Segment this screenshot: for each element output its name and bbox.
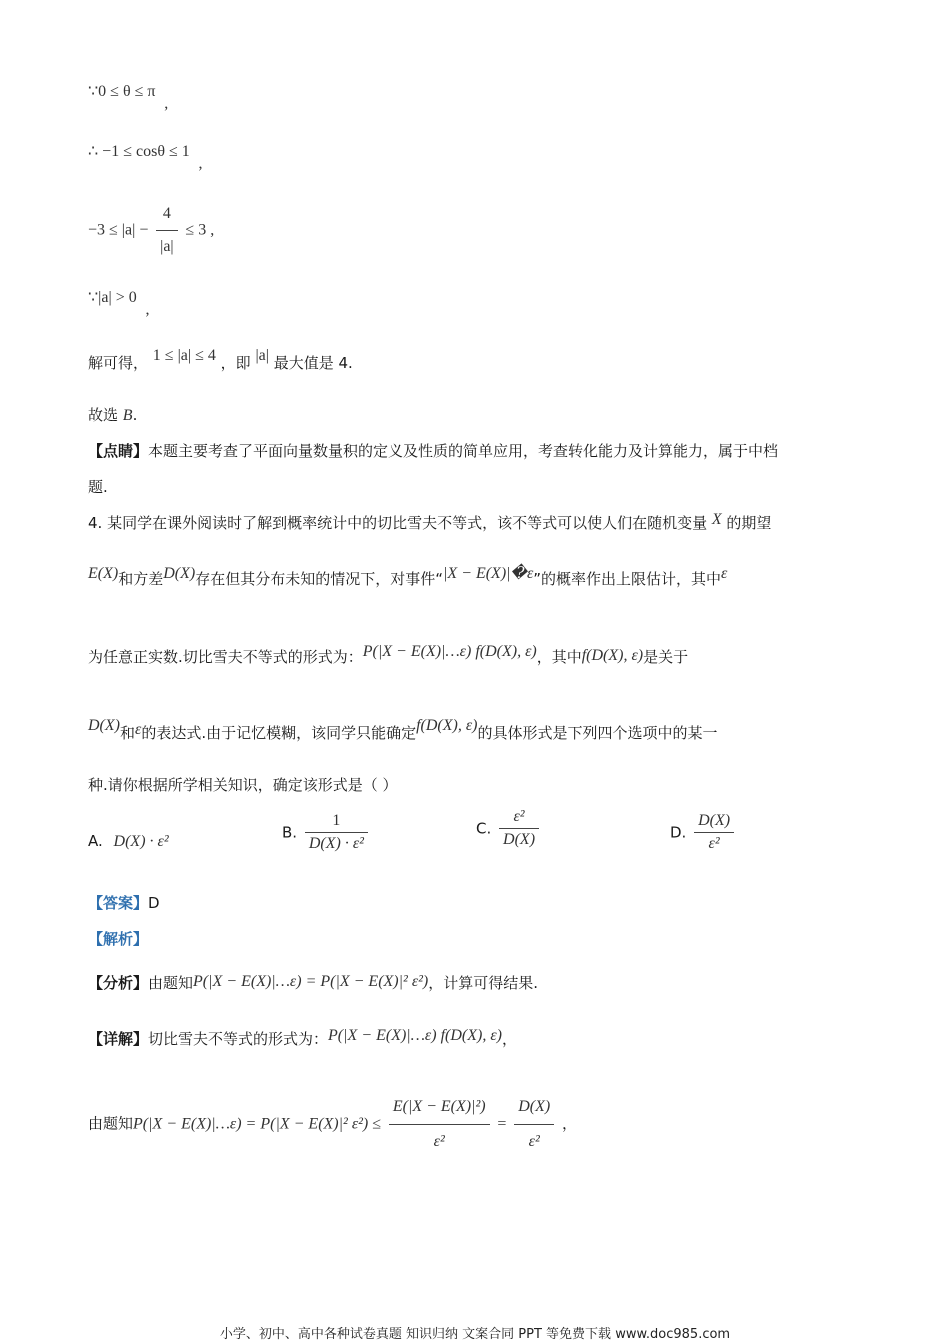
fenxi-line: 【分析】由题知P(|X − E(X)|…ε) = P(|X − E(X)|² ε²)，计算可得结果.: [88, 973, 539, 992]
option-c: C. $\frac{\text{ε²}}{D(X)}$: [476, 808, 542, 849]
fraction-expectation: $\frac{\text{E(|X − E(X)|²)}}{\text{ε²}}$: [389, 1092, 490, 1157]
condition-theta-range: ∵0 ≤ θ ≤ π ,: [88, 83, 169, 112]
answer-line: [88, 892, 160, 914]
question-4-line-2: E(X)和方差D(X)存在但其分布未知的情况下，对事件“|X − E(X)|�ε”的概率作出上限估计，其中ε: [88, 565, 728, 588]
math-theta-range: ∵0 ≤ θ ≤ π: [88, 83, 156, 100]
condition-cos-range: ∴ −1 ≤ cosθ ≤ 1 ,: [88, 143, 203, 172]
fraction-option-d: $\frac{D(X)}{\text{ε²}}$: [694, 812, 734, 853]
dianjing-note: 【点睛】本题主要考查了平面向量数量积的定义及性质的简单应用，考查转化能力及计算能力，属于中档: [88, 442, 779, 460]
choice-statement: 故选 B.: [88, 406, 138, 424]
chebyshev-inequality: P(|X − E(X)|…ε) f(D(X), ε): [362, 643, 537, 660]
question-4-line-3: 为任意正实数.切比雪夫不等式的形式为：P(|X − E(X)|…ε) f(D(X), ε)，其中f(D(X), ε)是关于: [88, 643, 689, 666]
condition-a-positive: ∵|a| > 0 ,: [88, 289, 150, 318]
fraction-option-c: $\frac{\text{ε²}}{D(X)}$: [499, 808, 539, 849]
fraction-option-b: $\frac{1}{\text{D(X) · ε²}}$: [305, 812, 368, 853]
analysis-heading: 【解析】: [88, 930, 149, 948]
xiangjie-line: 【详解】切比雪夫不等式的形式为：P(|X − E(X)|…ε) f(D(X), ε)，: [88, 1027, 517, 1048]
question-4-line-5: 种.请你根据所学相关知识，确定该形式是（ ）: [88, 776, 398, 794]
solution-result: 解可得， 1 ≤ |a| ≤ 4 ，即 |a| 最大值是 4.: [88, 347, 353, 372]
question-4-line-1: 4. 某同学在课外阅读时了解到概率统计中的切比雪夫不等式，该不等式可以使人们在随机变量 X 的期望: [88, 511, 772, 532]
page-footer: 小学、初中、高中各种试卷真题 知识归纳 文案合同 PPT 等免费下载 www.doc985.com: [219, 1327, 731, 1342]
dianjing-tag: 【点睛】: [88, 442, 149, 460]
option-b: B. $\frac{1}{\text{D(X) · ε²}}$: [282, 812, 371, 853]
answer-tag: 【答案】: [88, 894, 149, 912]
math-a-positive: ∵|a| > 0: [88, 289, 137, 306]
math-cos-range: ∴ −1 ≤ cosθ ≤ 1: [88, 143, 190, 160]
question-4-line-4: D(X)和ε的表达式.由于记忆模糊，该同学只能确定f(D(X), ε)的具体形式是下列四个选项中的某一: [88, 717, 718, 742]
option-a: A. D(X) · ε²: [88, 832, 169, 850]
fraction-variance: $\frac{D(X)}{\text{ε²}}$: [514, 1092, 554, 1157]
fraction-four-over-a: $\frac{4}{|a|}$: [156, 200, 178, 261]
inequality-a-bounds: −3 ≤ |a| − $\frac{4}{|a|}$ ≤ 3 ,: [88, 200, 214, 261]
final-derivation: 由题知P(|X − E(X)|…ε) = P(|X − E(X)|² ε²) ≤ $\frac{\text{E(|X − E(X)|²)}}{\text{ε²}}$ = $\frac{D(X)}{\text{ε²}}$ ，: [88, 1092, 577, 1157]
dianjing-note-continued: 题.: [88, 478, 108, 496]
answer-value: D: [148, 894, 160, 912]
option-d: D. $\frac{D(X)}{\text{ε²}}$: [670, 812, 737, 853]
